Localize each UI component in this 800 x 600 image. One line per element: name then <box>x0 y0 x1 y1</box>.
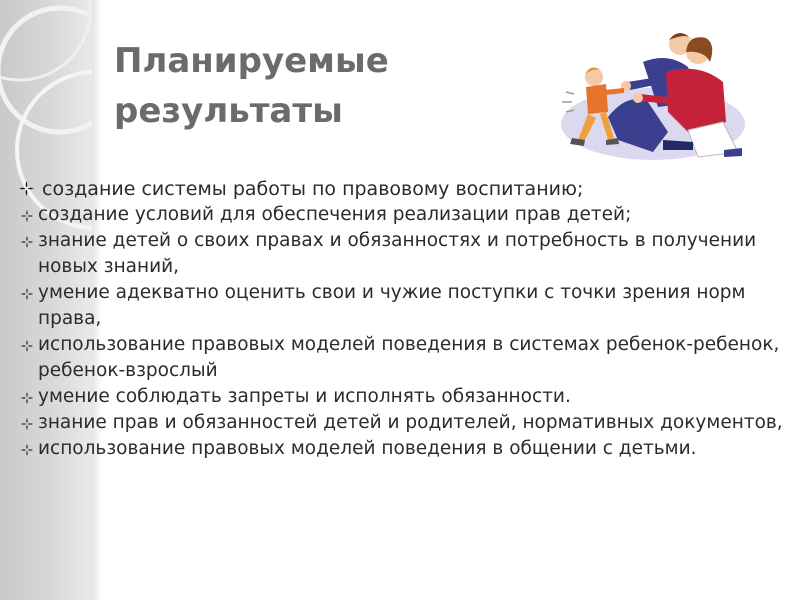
list-item <box>14 410 784 436</box>
diamond-bullet-icon <box>20 417 34 431</box>
list-item-text: умение адекватно оценить свои и чужие поступки с точки зрения норм права, <box>38 282 746 329</box>
list-item-text: создание условий для обеспечения реализации прав детей; <box>38 204 632 225</box>
list-item-text: знание детей о своих правах и обязанностях и потребность в получении новых знаний, <box>38 230 757 277</box>
list-item-text: использование правовых моделей поведения в системах ребенок-ребенок, ребенок-взрослый <box>38 334 780 381</box>
diamond-bullet-icon <box>20 287 34 301</box>
parents-child-illustration <box>548 22 748 172</box>
list-item-text: использование правовых моделей поведения в общении с детьми. <box>38 438 697 459</box>
list-item <box>14 202 784 228</box>
list-item-text: создание системы работы по правовому воспитанию; <box>42 178 584 200</box>
diamond-bullet-icon <box>20 209 34 223</box>
page-title <box>114 36 389 136</box>
results-list <box>14 176 784 462</box>
diamond-bullet-icon <box>20 235 34 249</box>
list-item <box>14 176 784 202</box>
diamond-bullet-icon <box>18 180 35 197</box>
list-item <box>14 332 784 384</box>
list-item <box>14 280 784 332</box>
list-item <box>14 384 784 410</box>
list-item-text: знание прав и обязанностей детей и родителей, нормативных документов, <box>38 412 783 433</box>
list-item <box>14 436 784 462</box>
title-line-1: Планируемые <box>114 41 389 81</box>
diamond-bullet-icon <box>20 391 34 405</box>
list-item <box>14 228 784 280</box>
diamond-bullet-icon <box>20 443 34 457</box>
diamond-bullet-icon <box>20 339 34 353</box>
title-line-2: результаты <box>114 91 343 131</box>
list-item-text: умение соблюдать запреты и исполнять обязанности. <box>38 386 571 407</box>
